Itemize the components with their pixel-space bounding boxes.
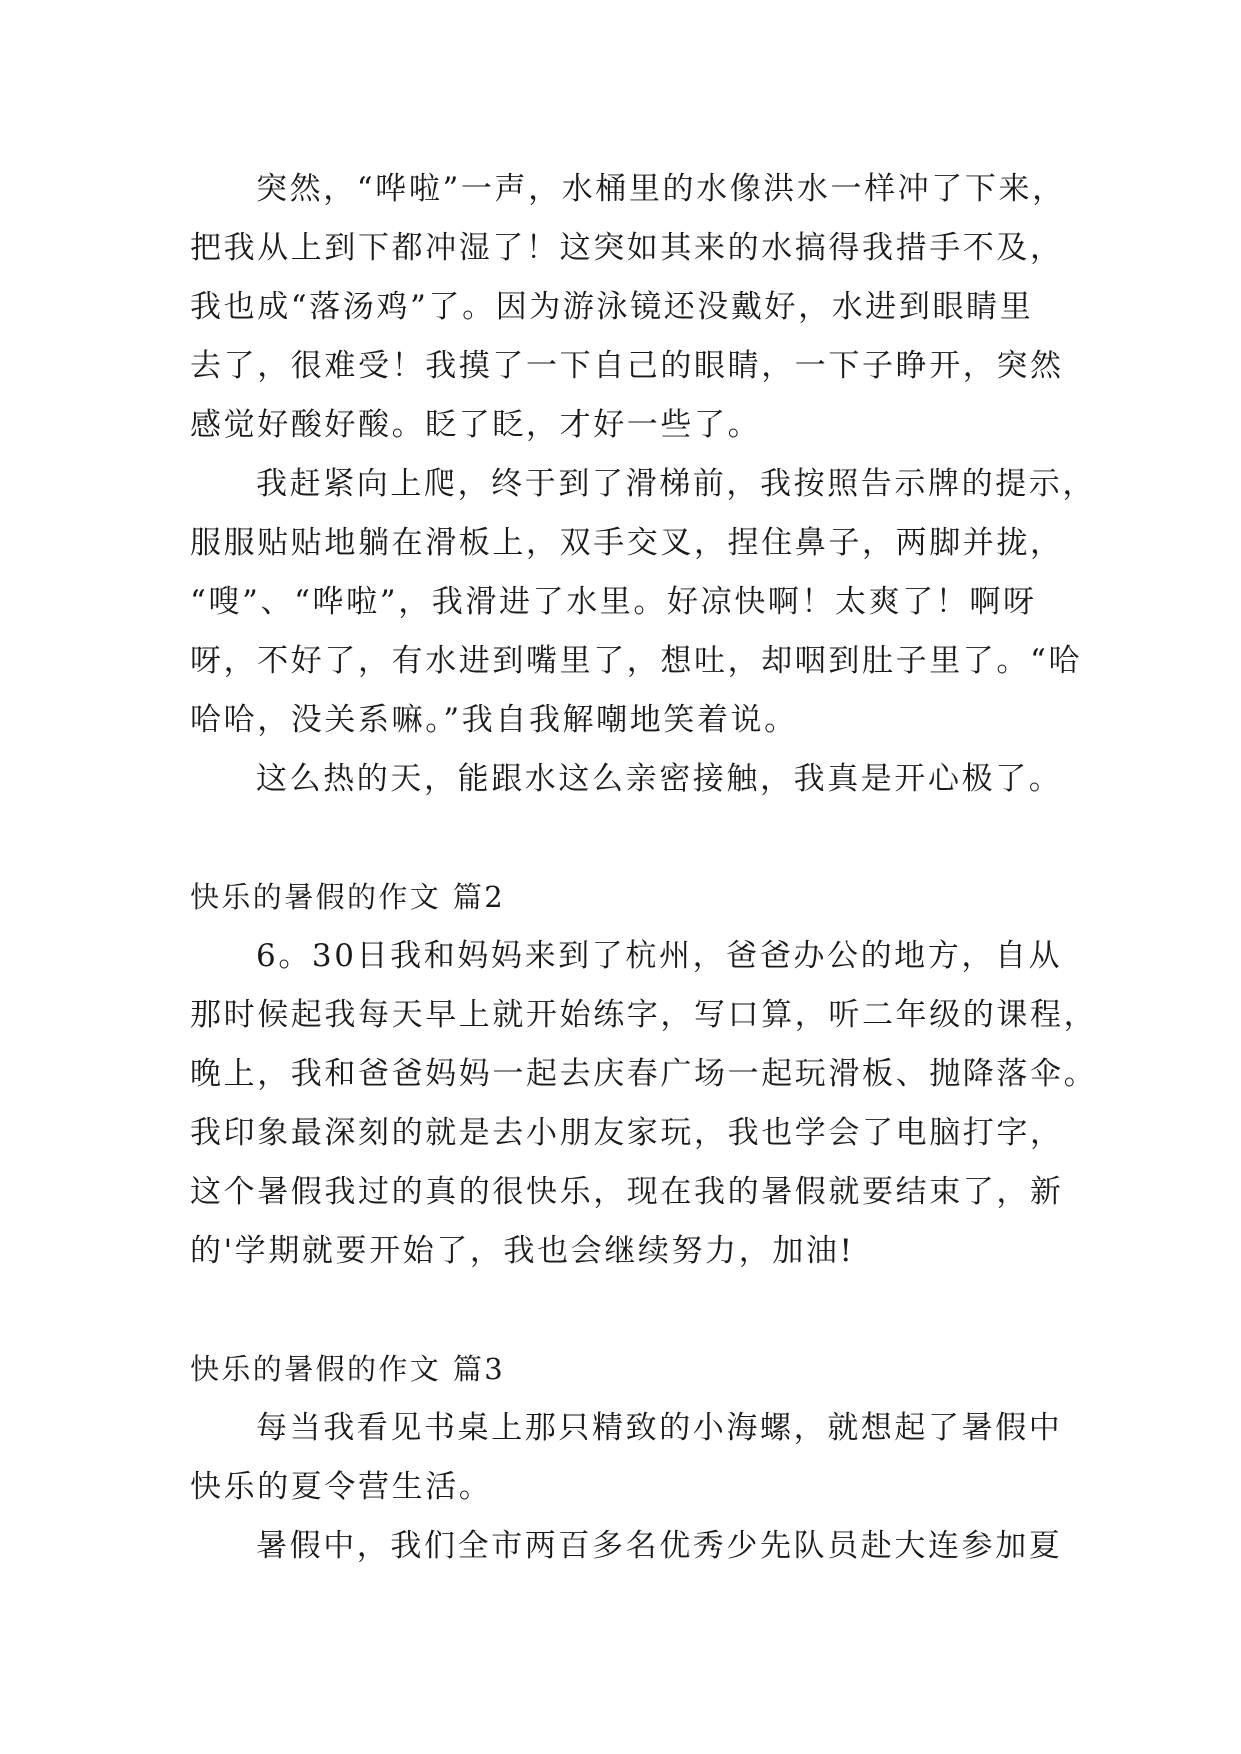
text-line: 服服贴贴地躺在滑板上，双手交叉，捏住鼻子，两脚并拢，	[190, 525, 1064, 561]
section-heading-2: 快乐的暑假的作文 篇2	[190, 880, 506, 914]
paragraph-conclusion	[190, 750, 1070, 809]
text-line: 这个暑假我过的真的很快乐，现在我的暑假就要结束了，新	[190, 1174, 1064, 1210]
section-heading-3: 快乐的暑假的作文 篇3	[190, 1352, 506, 1386]
text-line: 呀，不好了，有水进到嘴里了，想吐，却咽到肚子里了。“哈	[190, 643, 1083, 679]
text-line: 那时候起我每天早上就开始练字，写口算，听二年级的课程，	[190, 997, 1098, 1033]
text-line: 晚上，我和爸爸妈妈一起去庆春广场一起玩滑板、抛降落伞。	[190, 1056, 1098, 1092]
text-line: 我印象最深刻的就是去小朋友家玩，我也学会了电脑打字，	[190, 1115, 1064, 1151]
text-line: 去了，很难受！我摸了一下自己的眼睛，一下子睁开，突然	[190, 348, 1064, 384]
document-page	[190, 160, 1098, 1576]
text-line: 突然，“哗啦”一声，水桶里的水像洪水一样冲了下来，	[256, 171, 1066, 207]
paragraph-splash	[190, 160, 1070, 455]
text-line: 哈哈，没关系嘛。”我自我解嘲地笑着说。	[190, 702, 798, 738]
text-line: 把我从上到下都冲湿了！这突如其来的水搞得我措手不及，	[190, 230, 1064, 266]
section-gap	[190, 1281, 1070, 1340]
text-line: 这么热的天，能跟水这么亲密接触，我真是开心极了。	[256, 761, 1063, 797]
paragraph-slide	[190, 455, 1096, 750]
text-line: 我赶紧向上爬，终于到了滑梯前，我按照告示牌的提示，	[256, 466, 1096, 502]
paragraph-hangzhou	[190, 927, 1098, 1281]
text-line: 感觉好酸好酸。眨了眨，才好一些了。	[190, 407, 762, 443]
text-line: 暑假中，我们全市两百多名优秀少先队员赴大连参加夏	[256, 1528, 1063, 1564]
section-gap	[190, 809, 1070, 868]
text-line: 快乐的夏令营生活。	[190, 1469, 493, 1505]
text-line: 我也成“落汤鸡”了。因为游泳镜还没戴好，水进到眼睛里	[190, 289, 1034, 325]
text-line: 的'学期就要开始了，我也会继续努力，加油!	[190, 1233, 855, 1269]
paragraph-conch	[190, 1399, 1070, 1517]
paragraph-camp	[190, 1517, 1070, 1576]
text-line: 6。30日我和妈妈来到了杭州，爸爸办公的地方，自从	[256, 938, 1063, 974]
text-line: 每当我看见书桌上那只精致的小海螺，就想起了暑假中	[256, 1410, 1063, 1446]
text-line: “嗖”、“哗啦”，我滑进了水里。好凉快啊！太爽了！啊呀	[190, 584, 1037, 620]
